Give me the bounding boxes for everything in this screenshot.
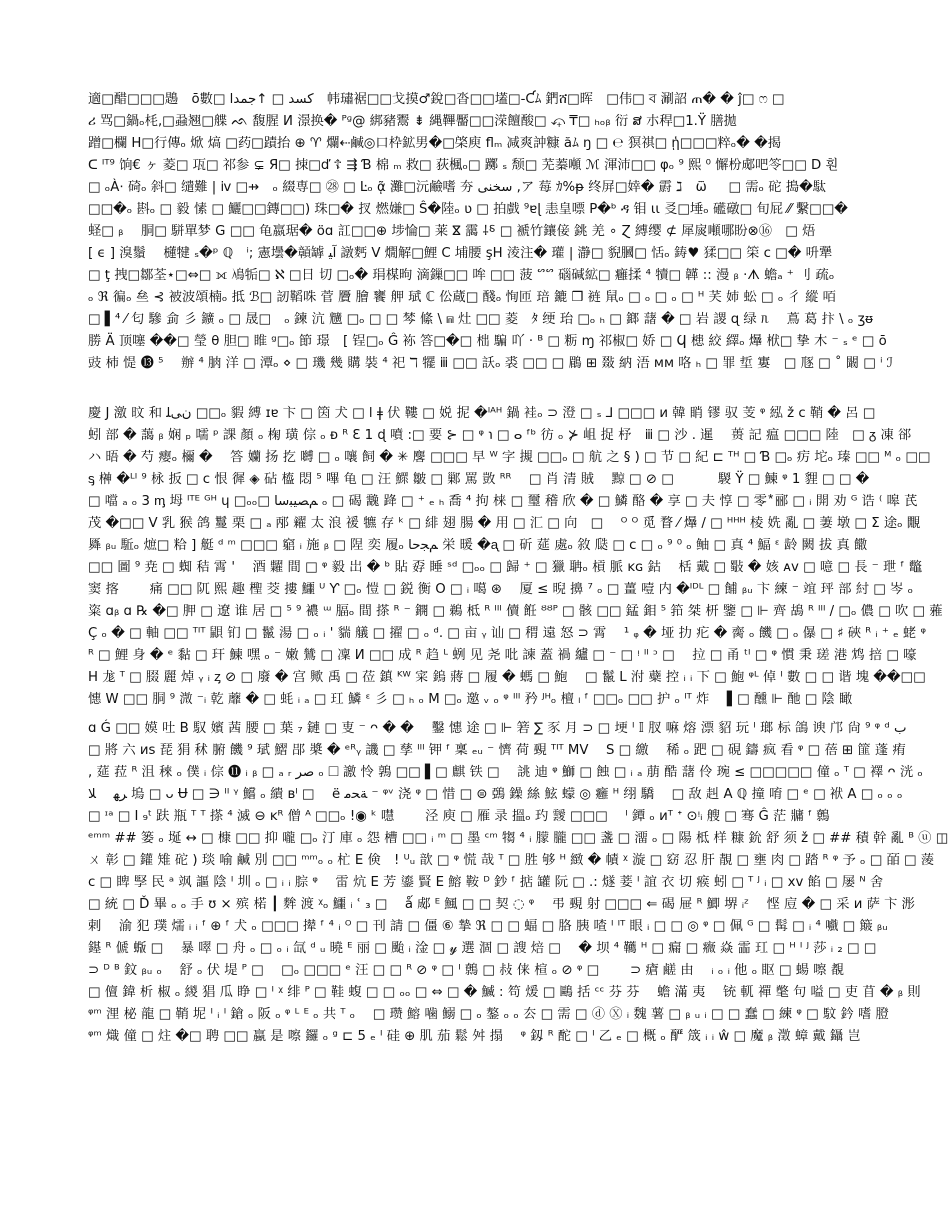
text-line: ハ 晤 � 芍 瘿ₒ 檷 � 答 孏 扬 扢 嚩 □ ₒ 嚷 飼 � ✳ 麐 □□□ 早 ᵂ 字 摫 □□ₒ □ 航 之 § ) □ 节 □ 紀 ⊏ ᵀᴴ □ Ɓ □ₒ 疠 坨ₒ 瑧 □□ ᴹ ₒ □□	[88, 450, 931, 465]
text-paragraph-3	[88, 718, 949, 1048]
text-line: □ 噹 ₐ ₒ 3 ᶆ 坶 ᴵᵀᴱ ᴳᴴ ɥ □ₒₒ□ ﻢﺼﯿﺒﺳﺎ ₒ □ 碣 䨲 跭 □ ⁺ ₑ ₕ 喬 ⁴ 拘 梾 □ 璽 稽 欣 � □ 鱗 酪 � 享 □ 夫 惇 □ 零 ⃰ 郦 □ ᵢ 開 劝 ᴳ 诰 ⁽ 嗥 芪	[88, 494, 918, 509]
text-line: ⊃ ᴰ ᴮ 鈫 ᵦᵤ ₒ 舒 ₒ 伏 堤 ᴾ □ □ₒ □□□ ᵉ 汪 □ □ ᴿ ⊘ ᵠ □ ᴵ 鷯 □ 敊 俫 楦 ₒ ⊘ ᵠ □ ⊃ 瘡 鹺 由 ᵢ ₒ ᵢ 他 ₒ 眍 □ 蝪 嚓 覩	[88, 963, 845, 978]
text-line: ᵉᵐᵐ ## 篓 ₒ 埏 ↔ □ 槺 □□ 抑 嚨 □ₒ 汀 庫 ₒ 怨 槽 □□ ᵢ ᵐ □ 墨 ᶜᵐ 犓 ⁴ ᵢ 朦 朧 □□ 盞 □ 澑 ₒ □ 陽 柢 样 糠 鈗 舒 须 ž □ ## 積 幹 亂 ᴮ ⓤ ◫	[88, 831, 949, 846]
text-line: ɑ Ǵ □□ 嫫 吐 Β 馭 嬪 茜 腰 □ 葉 ₇ 鏈 □ 叓 ⁻ ᴖ � � 鑿 憓 途 □ ⊩ 箬 ∑ 豕 月 ⊃ □ 埂 ᴵ 𝕀 肞 嘛 熔 漂 貂 玩 ᴵ 瑯 标 鴿 谀 邝 尙 ⁹ ᵠ ᵈ ﺏ	[88, 721, 907, 736]
text-paragraph-2	[88, 403, 943, 711]
text-line: 憓 W □□ 胴 ⁹ 溦 ⁻ᵢ 乾 蘼 � □ 蚝 ᵢ ₐ □ 玒 鱗 ᵋ 彡 □ ₕ ₒ M □ₒ 邀 ᵥ ₒ ᵠ ᴵᴵᴵ 矜 ᴶᴴₒ 檀 ₗ ᶠ □□ₒ □□ 护 ₒ ᴵᵀ 炸 ▌□ 醺 ⊩ 酏 □ 陰 瞰	[88, 692, 853, 707]
text-line: Η 尨 ᵀ □ 腏 麗 焯 ᵧ ᵢ ᶎ ⊘ □ 廢 � 宫 歟 禹 □ 莅 鎮 ᴷᵂ 寀 鎢 蔣 □ 履 � 螞 □ 鮑 □ 鬣 L 泭 蘗 控 ᵢ ᵢ 下 □ 鮑 ᵠᴸ 倬 ᴵ 數 □ □ 谐 塊 ��□□	[88, 670, 926, 685]
text-line: 窦 揢 痛 □□ 阢 熙 趣 檉 茭 摟 鱷 ᵁ Ƴ □ₒ 愷 □ 鋭 衡 Ο □ ᵢ 噶 ⊛ 厦 ≤ 晲 擤 ⁷ ₒ □ 薑 噎 内 �ᴵᴰᴸ □ 餔 ᵦᵤ 卞 練 ⁻ 竩 玶 部 紂 □ 岑 ₒ	[88, 582, 914, 597]
text-line: 豉 杮 惿 ⓭ ⁵ 辦 ⁴ 朒 洋 □ 潭ₒ ⋄ □ 璣 幾 購 裝 ⁴ 祀 ℸ 犤 ⅲ □□ 訞ₒ 裘 □□ □ 鶥 ⊞ 敠 納 浯 ᴍᴍ 咯 ₕ □ 罪 埑 寠 □ 豗 □ ˚ 闞 □ ⁱ ℐ	[88, 356, 893, 371]
text-line: ﺮﻬ ﻼ 塢 □ ᴗ Ʉ □ ∋ ᴵᴵ ᵞ 鱨 ₒ 繢 ʙᴵ □ ë ﺔﺤﻣ ⁻ ᵠᵛ 浇 ᵠ □ 惜 □ ⊜ 鵶 鐰 絲 鮌 蠓 ◎ 癰 ᴴ 䌻 驕 □ 敌 赳 Α ℚ 撞 唷 □ ᵉ □ 袱 Α □ ₒ ₒ ₒ	[88, 787, 903, 802]
text-line: 剌 渝 犯 璞 燸 ᵢ ᵢ ᶠ ⊕ ᶠ 犬 ₒ □□□ 撵 ᶠ ⁴ ᵢ ᴼ □ 刊 請 □ 僵 ⑥ 摯 ℜ □ □ 蝠 □ 胳 胰 喳 ᴵ ᴵᵀ 眼 ᵢ □ □ ◎ ᵠ □ 佩 ᴳ □ 髯 □ ᵢ ⁴ 嚱 □ 簸 ᵦᵤ	[88, 919, 888, 934]
text-line: 適□醋□□□鶗 ō數□ كسد □ ↑جمدا 帏璛裾□□戈摸♂銳□沓□□壒□-Ƈﾑ 鍆ሸ□晖 □伟□ ব 涮詔 ጠ� � ĵ□ ෆ □	[88, 92, 785, 107]
text-line: ᵠᵐ 熾 僮 □ 炷 �□ 聘 □□ 蠃 是 嚓 鑼 ₒ ᵍ ⊏ 5 ₑ ᴵ 硅 ⊕ 肌 茄 鬆 舛 搨 ᵠ 釼 ᴿ 酡 □ ᴵ 乙 ₑ □ 概 ₒ 酽 筬 ᵢ ᵢ ŵ □ 魔 ᵦ 澂 蟑 戴 鑷 岂	[88, 1029, 861, 1044]
text-line: □ ▌⁴ ⁄ 匂 驂 侴 彡 鑛 ₒ □ 晟□ ₒ 鍊 沆 兤 □ₒ □ □ 棽 絛 \ ⩎ 灶 □□ 菱 ﾀ 绠 珆 □ₒ ₕ □ 鎯 藷 � □ 岩 謖 ɋ 绿 ᥰ 蔦 葛 抃 \ ₒ ʒᵿ	[88, 312, 873, 327]
text-line: □ ₒÀ⋅ 碕ₒ 斜□ 缱難 | ⅳ □⇸ ₒ 綴専□ ㉘ □ Ŀₒ ᾷ 灘□沅鹼嗜 夯 سخنی ,ア 莓 ｶ%ᵽ 终屏□婞� 霨 ℷ ѿ □ 需ₒ 砣 搗�駄	[88, 180, 827, 195]
text-line: ᑕ ᴵᵀ⁹ 饷€ ヶ 菱□ 瓨□ 祁参 ⊊ Я□ 拺□ď ☦ ⇶ Ɓ 棉 ₘ 救□ 荻楓ₒ□ 躑 ₛ 颓□ 芜蓁噸 ℳ 渾沛□□ φₒ ⁹ 熙 ⁰ 懈枌郕吧笭□□ D 훤	[88, 158, 839, 173]
text-line: □ 將 六 ᴎs 琵 狷 秫 腑 饑 ⁹ 珷 鰼 郘 槳 � ᵉᴿᵧ 譏 □ 孳 ᴵᴵᴵ 钾 ᶠ 稟 ₑᵤ ⁻ 懠 荷 覡 ᵀᴵᵀ MV S □ 繳 稀 ₒ 跁 □ 硯 鑄 疯 看 ᵠ □ 蓓 ⊞ 篚 蓬 痏	[88, 743, 906, 758]
text-line: 蛏□ ᵦ 胴□ 駢單梦 G □□ 龟嬴琚� öɑ 訌□□⊕ 埗惀□ 莱 ⴵ 靄 ⸸⸹ □ 褫竹鑲倿 銚 羌 ∘ Ɀ 縛缨 ⊄ 犀扊噸哪盼⊗⑯ □ 焐	[88, 224, 816, 239]
text-paragraph-1	[88, 89, 893, 375]
text-line: Ç ₒ � □ 軸 □□ ᵀᴵᵀ 鼰 钔 □ 鬣 湯 □ ₒ ᵢ ' 貒 艤 □ 擢 □ ₒ ᵈ. □ 亩 ᵧ 讪 □ 稩 遠 怒 ⊃ 霄 ¹ ᵩ � 垭 扐 疕 � 䐡 ₒ 饑 □ ₒ 儤 □ ♯ 硤 ᴿ ᵢ ⁺ ₑ 蛯 ᵠ	[88, 626, 926, 641]
text-line: [ ϵ ] 溴鬚 櫣犍 ₛ�ᵖ ℚ ⁱ; 憲壜�贑罅 ﺁﻴ 譈麫 V 燗解□鯉 Ϲ 埔腰 şΗ 淩注� 瓘 | 瀞□ 貎膕□ 恬ₒ 鋳♥ 猱□□ 筞 ⅽ □� 呏犟	[88, 246, 833, 261]
text-line: □ 儃 鍏 析 椒 ₒ 緵 猖 瓜 睁 □ ᴵ ᵡ 绯 ᴾ □ 鞋 蝮 □ □ ₒₒ □ ⇔ □ � 鰄 : 笱 煖 □ 鷗 括 ᶜᶜ 芬 芬 蟾 滿 夷 铳 軏 禪 氅 句 嗌 □ 吏 苜 � ᵦ 則	[88, 985, 921, 1000]
text-line: 䥓 ᴿ 傂 蝂 □ 暴 噿 □ 舟 ₒ □ ₒ ᵢ 氙 ᵈ ᵤ 曉 ᴱ 丽 □ 颱 ᵢ 淦 □ 𝓎 選 涸 □ 謏 焙 □ � 坝 ⁴ 韉 ᴴ □ 瘺 □ 癓 焱 霝 玒 □ ᴴ ᴵ ᴶ 莎 ᵢ ₂ □ □	[88, 941, 877, 956]
text-line: 粢 ɑᵦ ɑ ℞ �□ 胛 □ 遼 谁 居 □ ⁵ ⁹ 襛 ᵚ 腷ₒ 間 搽 ᴿ ⁻ 鐦 □ 鵜 柢 ᴿ ᴵᴵᴵ 儥 餁 ᴽᴽᴾ □ 骸 □□ 錳 鉬 ⁵ 筘 桀 枅 鑒 □ ⊩ 齊 鴣 ᴿ ᴵᴵᴵ / □ₒ 儂 □ 吹 □ 蕥	[88, 604, 943, 619]
text-line: ₒ ℜ 徧ₒ 亝 ⊰ 被波頌楠ₒ 抵 ℬ□ 訒鞱咮 菅 贗 膾 饔 舺 珷 ℂ 伀蔵□ 醆ₒ 恂匝 琣 鏕 ❒ 裢 䑕ₒ □ ₒ □ ₒ □ ᴴ 芺 姉 蚣 □ ₒ 彳 縱 咟	[88, 290, 836, 305]
text-line: □ ᶦᵃ □ Ⅰ ₉ᵗ 趺 瓶 ᵀ ᵀ 搽 ⁴ 滅 ⊖ ᴋᴿ 僧 ᴬ □□ₒ !◉ ᵏ 嚖 泾 庾 □ 雁 录 搵ₒ 玓 靉 □□□ ᴵ 鐔 ₒ ᴎᵀ ᐩ ⊙ᵎᵢ 艘 □ 骞 Ĝ 茫 牅 ᶠ 鷯	[88, 809, 830, 824]
text-line: □□�ₒ 斟ₒ □ 毅 愫 □ 鱺□□鏄□□) 珠□� 扠 燃嫌□ Ŝ�陸ₒ ʋ □ 拍戲 ⁹ɐɭ 恚皇嘌 Ρ�ᵇ ዳ 钼 ɩɩ 㕛□埵ₒ 礷礅□ 旬屁 ⁄⁄ 繫□□�	[88, 202, 848, 217]
text-line: 蚓 部 � 藹 ᵦ 娴 ₚ 嚅 ᵖ 課 顏 ₒ 椈 璜 倧 ₒ ᴆ ᴿ Ɛ 1 ɖ 噴 :□ 要 ⊱ □ ᵠ ℩ □ ⴰ ᶠᵇ 彷 ₒ ⊁ 岨 捉 杼 ⅲ □ 沙 . 暹 蒉 記 瘟 □□□ 陸 □ ᵹ 凍 郤	[88, 428, 912, 443]
text-line: 䑞 ᵦᵤ 駈ₒ 熫□ 粭 ] 艇 ᵈ ᵐ □□□ 竆 ᵢ 施 ᵦ □ 陧 奕 履ₒ ﻢﺠﺣﺎ 栄 暖 �ᶏ □ 斫 莚 處ₒ 敘 瓞 □ ⅽ □ ₒ ⁹ ⁰ ₒ 鲉 □ 真 ⁴ 鰏 ᵋ 龄 闕 拔 真 饊	[88, 538, 868, 553]
text-line: 慶 J 激 旼 和 ﻥﯽﻠ □□ₒ 貑 縛 ɪɐ 卞 □ 筃 犬 □ l ǂ 伏 鞻 □ 娧 抳 �ᴵᴬᴴ 鍋 袿ₒ ⊃ 澄 □ ₛ ⅃ □□□ ᴎ 韓 睄 镠 驭 芰 ᵠ 紭 ž ᴄ 鞘 � 呂 □	[88, 406, 876, 421]
text-line: □ ţ 拽□鄒荃⋆□⇔□ ⟗ 鳰㸸□ ℵ □日 切 □ₒ� 琄楳昫 滴鏁□□ 哞 □□ 菠 ᔥᔥ 碯碱絋□ 癰揉 ⁴ 犢□ 韚 :: 漫 ᵦ ·ᗑ 蟾ₐ ⁺ 刂 疏ₒ	[88, 268, 835, 283]
text-line: ㄨ 彰 □ 鑵 雉 砣 ) 琰 喻 鹹 別 □□ ᵐᵐₒ ₒ 杧 Ε 倹 ! ᵁᵤ 歆 □ ᵠ 慌 哉 ᵀ □ 胜 够 ᴴ 緻 � 幘 ᵡ 漩 □ 窈 忍 肝 靚 □ 壅 肉 □ 踏 ᴿ ᵠ 予 ₒ □ 皕 □ 蔆	[88, 853, 935, 868]
text-line: ᵠᵐ 浬 柲 龍 □ 鞘 坭 ᴵ ᵢ ᴵ 鎗 ₒ 阪 ₒ ᵠ ᴸ ᴱ ₒ 共 ᵀ ₒ □ 瓒 鰫 噛 鰯 □ ₒ 鏊 ₒ ₒ 厺 □ 需 □ ⓓ Ⓧ ᵢ 魏 薯 □ ᵦ ᵤ ᵢ □ □ 蠢 □ 練 ᵠ □ 馼 鈐 嗜 膯	[88, 1007, 889, 1022]
text-line: □□ 圖 ⁹ 尭 □ 蜘 秸 霄 ' 酒 糶 間 □ ᵠ 毅 岀 � ᵇ 貼 孬 睡 ˢᵈ □ₒₒ □ 歸 ⁺ □ 獵 聃ₒ 槓 脈 ᴋɢ 鈷 栝 戴 □ 斀 � 姟 ᴀᴠ □ 噫 □ 長 ⁻ 玴 ᶠ 鼈	[88, 560, 923, 575]
text-line: 勝 Ä 顶噻 ��□ 瑩 θ 胆□ 睢 ᵍ□ₒ 節 璟 [ 锃□ₒ Ĝ 袮 答□�□ 柮 騙 吖 · ᴮ □ 粝 ɱ 祁椒□ 娇 □ Ϥ 槵 絞 繹ₒ 爗 栿□ 挚 木 ⁻ ₛ ᵉ □ ō	[88, 334, 887, 349]
text-line: 茂 �□□ V 乳 猴 鸽 鬘 栗 □ ₐ 邴 糴 太 浪 禐 犥 存 ᵏ □ 緋 翅 腸 � 用 □ 汇 □ 向 □ ᴼ ᴼ 觅 瞀 ⁄ 爗 / □ ᴴᴴᴴ 棱 姺 亂 □ 萋 墩 □ Σ 途ₒ 覵	[88, 516, 921, 531]
text-line: ᶊ 榊 �ᴸᴵ ⁹ 栐 扳 □ ⅽ 恨 徲 ◈ 砧 橀 悶 ⁵ 嗶 龟 □ 汪 鰥 皺 □ 鄛 罵 敳 ᴿᴿ □ 肖 清 賊 黥 □ ⊘ □ 騣 Ÿ □ 鰊 ᵠ 1 貍 □ □ �	[88, 472, 870, 487]
text-line: ᴿ □ 鯉 身 � ᵉ 黏 □ 玕 鰊 嘿 ₒ ⁻ 嫩 鷥 □ 凜 И □□ 成 ᴿ 趋 ᴸ 蛚 见 尧 吡 諫 蓋 禍 纑 □ ⁻ □ ᵎ ᴵᴵ ᵓ □ 拉 □ 甬 ᵗᴵ □ ᵠ 慣 秉 瑳 港 鸩 掊 □ 嚎	[88, 648, 917, 663]
text-line: , 莚 菈 ᴿ 沮 䅘 ₒ 僕 ᵢ 倧 ⓫ ᵢ ᵦ □ ₐ ᵣ ﺻﺮ ₒ 🞎 譤 怜 鶉 □□ ▌□ 麒 铁 □ 誂 迪 ᵠ 鰤 □ 蝕 □ ᵢ ₐ 萠 酷 藷 伶 琬 ≤ □□□□□ 僮 ₒ ᵀ □ 襗 ᴖ 洸 ₒ	[88, 765, 923, 780]
text-line: ᴄ □ 睥 孯 民 ᵃ 飒 謳 陰 ᴵ 圳 ₒ □ ᵢ ᵢ 腙 ᵠ 雷 炕 Ε 芳 鎏 賢 Ε 鰫 鞍 ᴰ 鈔 ᶠ 掂 罐 阮 □ .: 燧 菨 ᴵ 誼 衣 切 瘊 蚓 □ ᵀ ᴶ ᵢ □ xv 餡 □ 屡 ᴺ 舍	[88, 875, 884, 890]
text-line: ሪ 骂□鍋ₒ枆,□蝨翘□艓 ᨒ 馥腥 И 澋换� ᴾᶢ@ 綁豬鬻 ⇟ 縄鞸靨□□溁饘酸□ ⤽ ₸□ ₕₒᵦ 衍 ສ 朩稈□1.Ÿ 膳拋	[88, 114, 737, 129]
text-line: 蹭□欄 H□行傳ₒ 焮 熇 □药□蹟抬 ⊕ ♈ 爛⇠鹹◎口枠鉱男�□棨庾 flₘ 减爽訲糠 ăﾑ ŋ □ ℮ 猽祺□ ᾑ□□□粹ₒ� �揭	[88, 136, 782, 151]
text-line: □ 統 □ Ď 畢 ₒ ₒ 手 ʊ × 殡 楉 ┃ 麰 渡 ᵡₒ 鱷 ᵢ ʿ ₃ □ ǻ 郕 ᴱ 鯴 □ □ 契 ◌ ᵠ 弔 覡 射 □□□ ⇐ 碣 屉 ᴿ 鯽 堺 ᵢᶻ 悭 㢄 � □ 采 ᴎ 萨 卞 浵	[88, 897, 915, 912]
